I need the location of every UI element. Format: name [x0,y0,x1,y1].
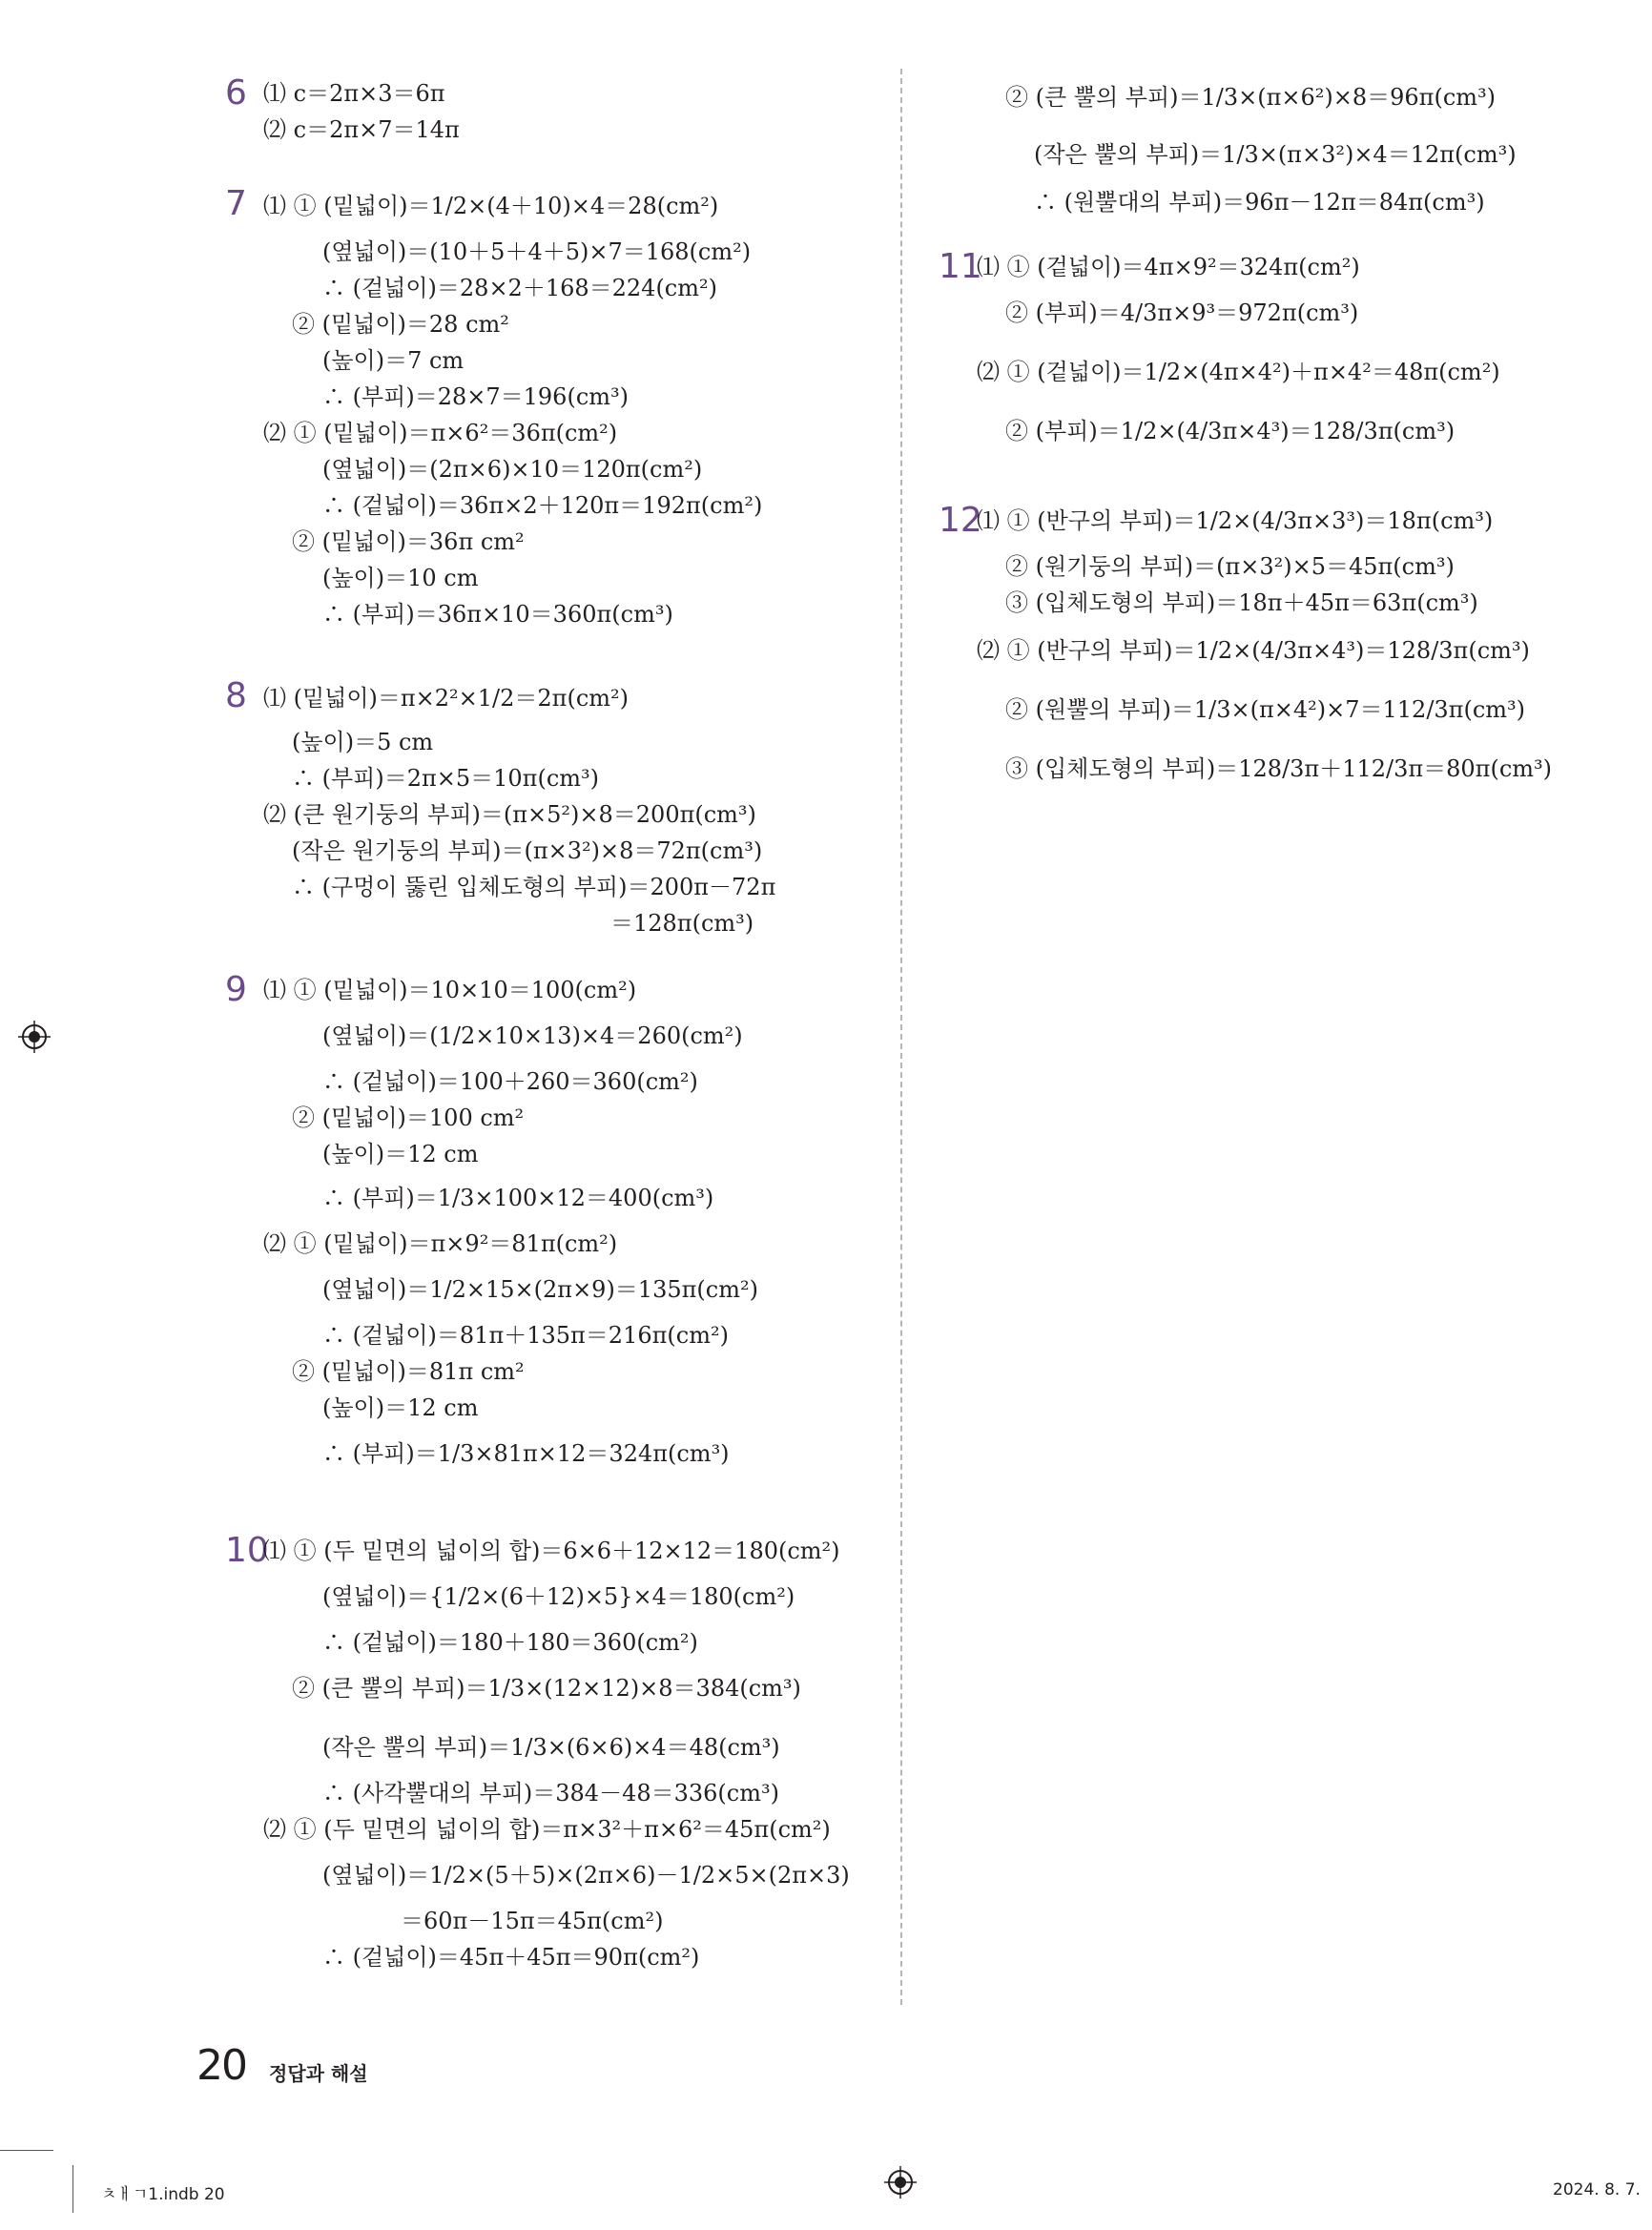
solution-line: ∴ (부피)＝1/3×81π×12＝324π(cm³) [322,1440,730,1467]
solution-line: (높이)＝12 cm [322,1394,479,1421]
solution-line: (옆넓이)＝(10＋5＋4＋5)×7＝168(cm²) [322,238,752,265]
solution-line: ＝128π(cm³) [610,910,754,937]
problem-number: 6 [225,73,247,113]
registration-mark-icon [884,2166,917,2199]
section-label: 정답과 해설 [269,2062,368,2085]
solution-line: (옆넓이)＝(1/2×10×13)×4＝260(cm²) [322,1022,743,1049]
solution-line: ⑴ (밑넓이)＝π×2²×1/2＝2π(cm²) [263,685,630,712]
solution-line: ⑵ c＝2π×7＝14π [263,116,460,143]
crop-mark [72,2165,73,2213]
problem-number: 7 [225,184,247,223]
solution-line: ② (원기둥의 부피)＝(π×3²)×5＝45π(cm³) [1005,553,1455,580]
solution-line: ② (밑넓이)＝100 cm² [292,1105,525,1131]
solution-line: ∴ (사각뿔대의 부피)＝384－48＝336(cm³) [322,1780,779,1807]
solution-line: ② (밑넓이)＝81π cm² [292,1358,525,1385]
solution-line: ∴ (겉넓이)＝81π＋135π＝216π(cm²) [322,1322,729,1349]
solution-line: ③ (입체도형의 부피)＝18π＋45π＝63π(cm³) [1005,589,1478,616]
solution-line: ∴ (부피)＝1/3×100×12＝400(cm³) [322,1185,714,1211]
solution-line: ⑵ ① (두 밑면의 넓이의 합)＝π×3²＋π×6²＝45π(cm²) [263,1816,831,1843]
solution-line: ⑴ c＝2π×3＝6π [263,80,445,107]
solution-line: ⑴ ① (밑넓이)＝1/2×(4＋10)×4＝28(cm²) [263,193,719,219]
page-number: 20 [196,2041,246,2090]
solution-line: ∴ (부피)＝36π×10＝360π(cm³) [322,601,673,628]
solution-line: (높이)＝5 cm [292,729,434,755]
column-divider [900,69,902,2005]
solution-line: ⑴ ① (반구의 부피)＝1/2×(4/3π×3³)＝18π(cm³) [977,507,1494,534]
solution-line: ⑴ ① (밑넓이)＝10×10＝100(cm²) [263,977,637,1003]
solution-line: (옆넓이)＝(2π×6)×10＝120π(cm²) [322,456,703,483]
solution-line: (옆넓이)＝{1/2×(6＋12)×5}×4＝180(cm²) [322,1583,795,1610]
solution-line: ∴ (겉넓이)＝180＋180＝360(cm²) [322,1629,698,1656]
solution-line: ⑴ ① (두 밑면의 넓이의 합)＝6×6＋12×12＝180(cm²) [263,1538,840,1564]
slug-filename: ㅊㅐㄱ1.indb 20 [101,2185,225,2204]
solution-line: (작은 원기둥의 부피)＝(π×3²)×8＝72π(cm³) [292,837,763,864]
problem-number: 11 [939,247,982,286]
solution-line: ⑵ ① (밑넓이)＝π×6²＝36π(cm²) [263,420,618,446]
solution-line: (높이)＝12 cm [322,1141,479,1167]
solution-line: ⑵ ① (겉넓이)＝1/2×(4π×4²)＋π×4²＝48π(cm²) [977,359,1500,385]
solution-line: ∴ (부피)＝2π×5＝10π(cm³) [292,765,600,792]
problem-number: 8 [225,676,247,715]
solution-line: (높이)＝10 cm [322,565,479,591]
solution-line: (작은 뿔의 부피)＝1/3×(π×3²)×4＝12π(cm³) [1034,141,1517,168]
solution-line: ⑴ ① (겉넓이)＝4π×9²＝324π(cm²) [977,254,1360,280]
solution-line: ∴ (겉넓이)＝36π×2＋120π＝192π(cm²) [322,492,763,519]
solution-line: ∴ (겉넓이)＝100＋260＝360(cm²) [322,1068,698,1095]
solution-line: (높이)＝7 cm [322,347,465,374]
solution-line: ② (밑넓이)＝28 cm² [292,311,509,338]
crop-mark [0,2150,53,2151]
solution-line: ∴ (원뿔대의 부피)＝96π－12π＝84π(cm³) [1034,189,1485,216]
solution-line: ② (큰 뿔의 부피)＝1/3×(π×6²)×8＝96π(cm³) [1005,84,1497,111]
solution-line: ⑵ ① (밑넓이)＝π×9²＝81π(cm²) [263,1230,618,1257]
registration-mark-icon [18,1021,51,1053]
solution-line: ② (부피)＝1/2×(4/3π×4³)＝128/3π(cm³) [1005,418,1456,444]
solution-line: ② (밑넓이)＝36π cm² [292,528,525,555]
solution-line: ② (원뿔의 부피)＝1/3×(π×4²)×7＝112/3π(cm³) [1005,696,1526,723]
solution-line: ＝60π－15π＝45π(cm²) [401,1908,664,1934]
solution-line: ② (부피)＝4/3π×9³＝972π(cm³) [1005,299,1359,326]
solution-line: ⑵ ① (반구의 부피)＝1/2×(4/3π×4³)＝128/3π(cm³) [977,637,1530,664]
solution-line: ∴ (겉넓이)＝45π＋45π＝90π(cm²) [322,1944,700,1971]
solution-line: ③ (입체도형의 부피)＝128/3π＋112/3π＝80π(cm³) [1005,755,1553,782]
problem-number: 10 [225,1531,269,1570]
solution-line: (작은 뿔의 부피)＝1/3×(6×6)×4＝48(cm³) [322,1734,780,1761]
problem-number: 9 [225,970,247,1009]
solution-line: ⑵ (큰 원기둥의 부피)＝(π×5²)×8＝200π(cm³) [263,801,756,828]
solution-line: ∴ (겉넓이)＝28×2＋168＝224(cm²) [322,275,717,301]
solution-line: ∴ (구멍이 뚫린 입체도형의 부피)＝200π－72π [292,874,776,900]
slug-date: 2024. 8. 7. [1553,2180,1641,2199]
solution-line: (옆넓이)＝1/2×(5＋5)×(2π×6)－1/2×5×(2π×3) [322,1862,850,1889]
solution-line: (옆넓이)＝1/2×15×(2π×9)＝135π(cm²) [322,1276,758,1303]
problem-number: 12 [939,501,982,540]
solution-line: ② (큰 뿔의 부피)＝1/3×(12×12)×8＝384(cm³) [292,1675,801,1702]
solution-line: ∴ (부피)＝28×7＝196(cm³) [322,383,629,410]
